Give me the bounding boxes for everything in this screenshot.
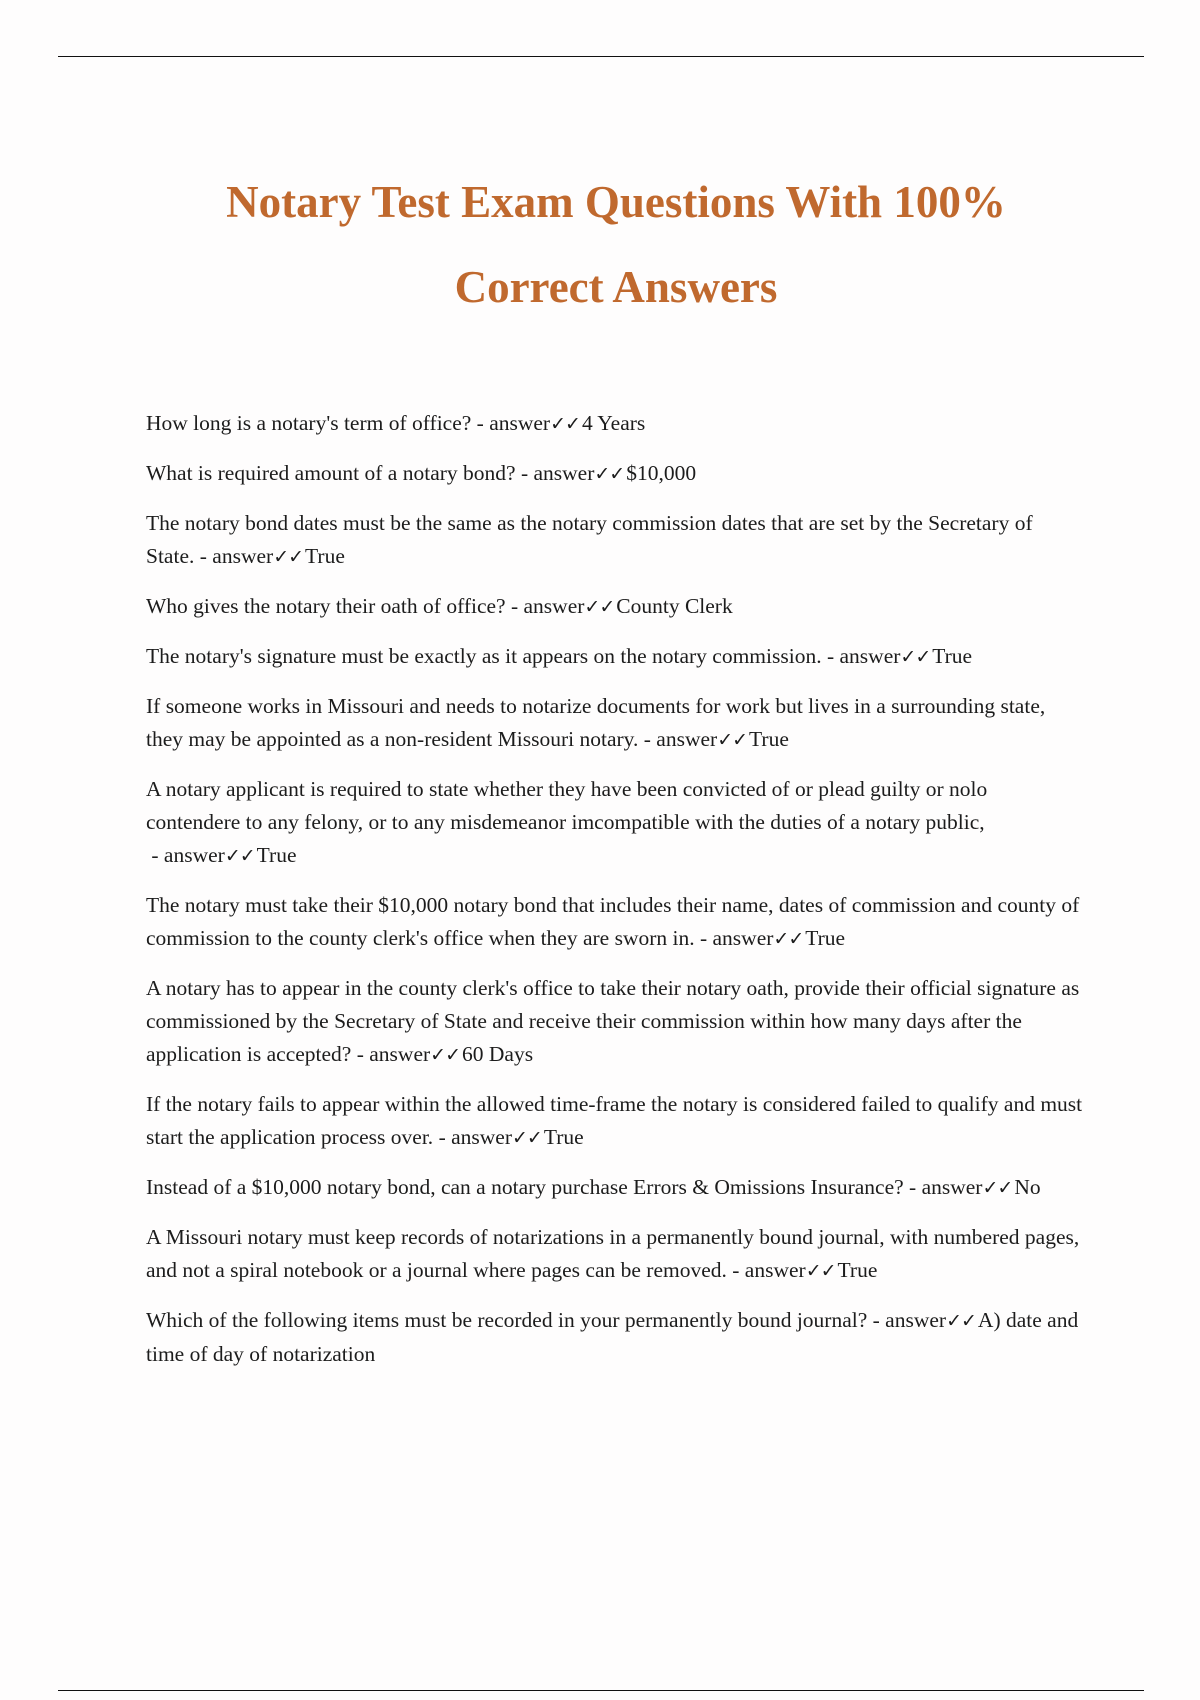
- qa-list: [146, 407, 1086, 1387]
- qa-item: [146, 640, 1086, 674]
- double-check-icon: ✓✓: [430, 1044, 460, 1066]
- double-check-icon: ✓✓: [224, 845, 255, 867]
- answer-prefix: - answer: [194, 544, 274, 568]
- answer-text: $10,000: [626, 461, 697, 485]
- answer-prefix: - answer: [433, 1125, 512, 1149]
- qa-item: [146, 773, 1086, 873]
- header-rule: [58, 56, 1144, 57]
- double-check-icon: ✓✓: [512, 1127, 542, 1149]
- answer-prefix: - answer: [694, 926, 774, 950]
- answer-text: 4 Years: [581, 411, 646, 435]
- answer-text: True: [749, 727, 789, 751]
- double-check-icon: ✓✓: [805, 1260, 836, 1282]
- double-check-icon: ✓✓: [594, 463, 625, 485]
- qa-item: [146, 1304, 1086, 1371]
- question-text: The notary's signature must be exactly as it appears on the notary commission.: [146, 644, 822, 668]
- question-text: A Missouri notary must keep records of notarizations in a permanently bound journal, with numbered pages, and not a spiral notebook or a journal where pages can be removed.: [146, 1225, 1080, 1282]
- question-text: The notary must take their $10,000 notary bond that includes their name, dates of commission and county of commission to the county clerk's office when they are sworn in.: [146, 893, 1080, 950]
- answer-text: True: [256, 843, 297, 867]
- answer-prefix: - answer: [638, 727, 718, 751]
- answer-text: No: [1014, 1175, 1041, 1199]
- question-text: How long is a notary's term of office?: [146, 411, 472, 435]
- title-line-1: Notary Test Exam Questions With 100%: [226, 177, 1006, 227]
- qa-item: [146, 972, 1086, 1072]
- qa-item: [146, 1221, 1086, 1288]
- question-text: Instead of a $10,000 notary bond, can a notary purchase Errors & Omissions Insurance?: [146, 1175, 904, 1199]
- qa-item: [146, 407, 1086, 441]
- qa-item: [146, 889, 1086, 956]
- double-check-icon: ✓✓: [773, 928, 804, 950]
- question-text: If the notary fails to appear within the allowed time-frame the notary is considered failed to qualify and must start the application process over.: [146, 1092, 1083, 1149]
- answer-text: True: [805, 926, 846, 950]
- question-text: A notary applicant is required to state whether they have been convicted of or plead guilty or nolo contendere to any felony, or to any misdemeanor imcompatible with the duties of a notary public,: [146, 777, 988, 834]
- question-text: What is required amount of a notary bond?: [146, 461, 516, 485]
- answer-prefix: - answer: [867, 1308, 947, 1332]
- title-line-2: Correct Answers: [454, 262, 778, 312]
- answer-prefix: - answer: [351, 1042, 431, 1066]
- answer-prefix: - answer: [726, 1258, 806, 1282]
- answer-text: True: [932, 644, 973, 668]
- double-check-icon: ✓✓: [717, 729, 748, 751]
- double-check-icon: ✓✓: [900, 646, 931, 668]
- double-check-icon: ✓✓: [584, 596, 615, 618]
- document-title: [0, 160, 1200, 330]
- answer-prefix: - answer: [505, 594, 585, 618]
- answer-text: True: [305, 544, 345, 568]
- double-check-icon: ✓✓: [946, 1310, 976, 1332]
- question-text: Who gives the notary their oath of office?: [146, 594, 506, 618]
- answer-text: A) date and time of day of notarization: [146, 1308, 1079, 1366]
- footer-rule: [58, 1690, 1144, 1691]
- qa-item: [146, 1171, 1086, 1205]
- answer-prefix: - answer: [146, 843, 225, 867]
- answer-text: 60 Days: [462, 1042, 534, 1066]
- qa-item: [146, 590, 1086, 624]
- answer-prefix: - answer: [821, 644, 901, 668]
- qa-item: [146, 1088, 1086, 1155]
- question-text: The notary bond dates must be the same as the notary commission dates that are set by the Secretary of State.: [146, 511, 1033, 568]
- answer-text: True: [837, 1258, 878, 1282]
- qa-item: [146, 507, 1086, 574]
- answer-text: True: [543, 1125, 584, 1149]
- qa-item: [146, 690, 1086, 757]
- qa-item: [146, 457, 1086, 491]
- question-text: Which of the following items must be recorded in your permanently bound journal?: [146, 1308, 868, 1332]
- question-text: A notary has to appear in the county clerk's office to take their notary oath, provide their official signature as commissioned by the Secretary of State and receive their commission within how many days after the application is accepted?: [146, 976, 1080, 1066]
- answer-text: County Clerk: [616, 594, 733, 618]
- double-check-icon: ✓✓: [982, 1177, 1013, 1199]
- answer-prefix: - answer: [515, 461, 595, 485]
- answer-prefix: - answer: [471, 411, 551, 435]
- double-check-icon: ✓✓: [273, 546, 304, 568]
- double-check-icon: ✓✓: [550, 413, 580, 435]
- answer-prefix: - answer: [903, 1175, 983, 1199]
- question-text: If someone works in Missouri and needs to notarize documents for work but lives in a surrounding state, they may be appointed as a non-resident Missouri notary.: [146, 694, 1046, 751]
